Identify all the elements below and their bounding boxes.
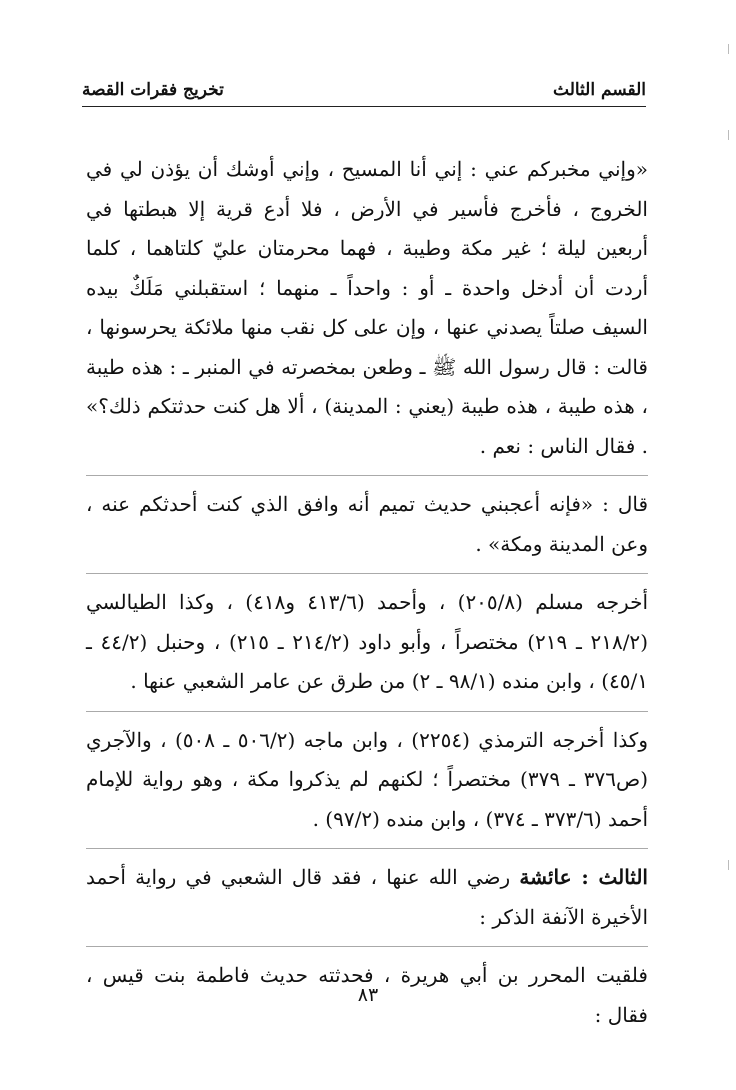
scan-mark (728, 130, 729, 140)
scan-mark (728, 44, 729, 54)
takhrij-paragraph-2: وكذا أخرجه الترمذي (٢٢٥٤) ، وابن ماجه (٥٠٦/٢ ـ ٥٠٨) ، والآجري (ص٣٧٦ ـ ٣٧٩) مختصراً ؛ لكنهم لم يذكروا مكة ، وهو رواية للإمام أحمد (٣٧٣/٦ ـ ٣٧٤) ، وابن منده (٩٧/٢) . (86, 727, 648, 831)
running-header (82, 72, 646, 107)
divider (86, 475, 648, 476)
header-chapter: تخريج فقرات القصة (82, 80, 224, 100)
third-narration-heading: الثالث : عائشة (519, 865, 648, 889)
takhrij-paragraph: أخرجه مسلم (٢٠٥/٨) ، وأحمد (٤١٣/٦ و٤١٨) ، وكذا الطيالسي (٢١٨/٢ ـ ٢١٩) مختصراً ، وأبو داود (٢١٤/٢ ـ ٢١٥) ، وحنبل (٤٤/٢ ـ ٤٥/١) ، وابن منده (٩٨/١ ـ ٢) من طرق عن عامر الشعبي عنها . (86, 590, 649, 693)
header-section: القسم الثالث (553, 80, 646, 100)
narration-line: فلقيت المحرر بن أبي هريرة ، فحدثته حديث فاطمة بنت قيس ، فقال : (86, 963, 648, 1027)
divider (86, 946, 648, 947)
divider (86, 848, 648, 849)
scan-mark (728, 860, 729, 870)
divider (86, 573, 648, 574)
hadith-quote: «وإني مخبركم عني : إني أنا المسيح ، وإني أوشك أن يؤذن لي في الخروج ، فأخرج فأسير في الأرض ، فلا أدع قرية إلا هبطتها في أربعين ليلة ؛ غير مكة وطيبة ، فهما محرمتان عليّ كلتاهما ، كلما أردت أن أدخل واحدة ـ أو : واحداً ـ منهما ؛ استقبلني مَلَكٌ بيده السيف صلتاً يصدني عنها ، وإن على كل نقب منها ملائكة يحرسونها ، قالت : قال رسول الله ﷺ ـ وطعن بمخصرته في المنبر ـ : هذه طيبة ، هذه طيبة ، هذه طيبة (يعني : المدينة) ، ألا هل كنت حدثتكم ذلك؟» . فقال الناس : نعم . (86, 157, 648, 458)
page-body (86, 150, 648, 1035)
third-narration-text: رضي الله عنها ، فقد قال الشعبي في رواية أحمد الأخيرة الآنفة الذكر : (86, 865, 648, 929)
page-number: ٨٣ (357, 984, 379, 1006)
hadith-continuation: قال : «فإنه أعجبني حديث تميم أنه وافق الذي كنت أحدثكم عنه ، وعن المدينة ومكة» . (86, 492, 648, 556)
divider (86, 711, 648, 712)
third-narration-intro (86, 858, 648, 937)
